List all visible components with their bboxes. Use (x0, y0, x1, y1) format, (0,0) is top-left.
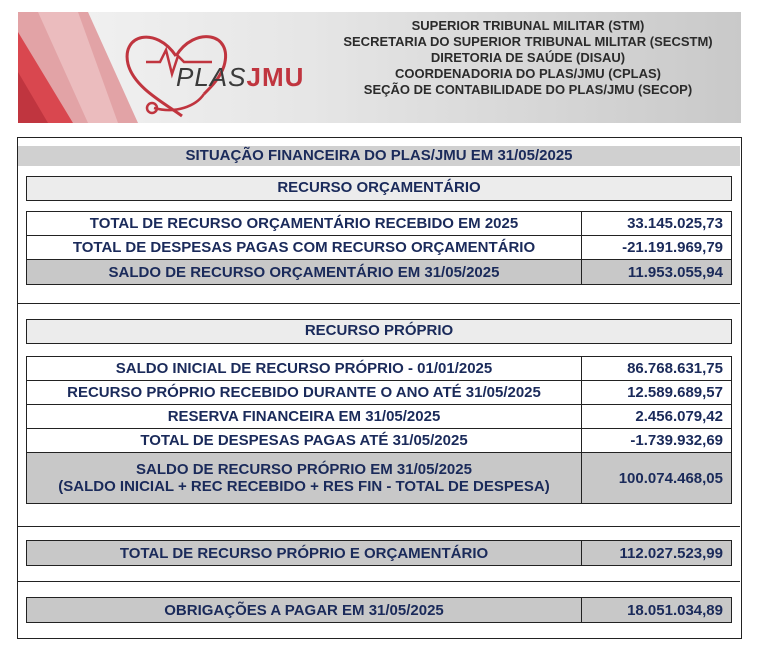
row-value: -1.739.932,69 (630, 432, 723, 449)
saldo-label-line2: (SALDO INICIAL + REC RECEBIDO + RES FIN - TOTAL DE DESPESA) (58, 478, 550, 495)
section-heading-proprio: RECURSO PRÓPRIO (26, 319, 732, 344)
table-row (27, 212, 731, 236)
row-label: OBRIGAÇÕES A PAGAR EM 31/05/2025 (27, 598, 582, 622)
financial-report (17, 137, 742, 639)
row-value: 12.589.689,57 (627, 384, 723, 401)
row-value: -21.191.969,79 (622, 239, 723, 256)
table-row (27, 236, 731, 260)
logo-plas: PLAS (176, 62, 247, 92)
logo-wordmark (176, 62, 304, 93)
row-label: SALDO INICIAL DE RECURSO PRÓPRIO - 01/01/2025 (27, 357, 582, 380)
table-orcamentario (26, 211, 732, 285)
section-heading-orcamentario: RECURSO ORÇAMENTÁRIO (26, 176, 732, 201)
table-row-total (27, 541, 731, 565)
row-value: 86.768.631,75 (627, 360, 723, 377)
table-row-total (27, 453, 731, 503)
report-title: SITUAÇÃO FINANCEIRA DO PLAS/JMU EM 31/05/2025 (18, 146, 740, 166)
row-label (27, 453, 582, 503)
table-proprio (26, 356, 732, 504)
row-label: RECURSO PRÓPRIO RECEBIDO DURANTE O ANO ATÉ 31/05/2025 (27, 381, 582, 404)
section-divider (18, 526, 740, 527)
institution-block (318, 18, 738, 98)
institution-line: SUPERIOR TRIBUNAL MILITAR (STM) (411, 18, 645, 33)
row-value: 11.953.055,94 (627, 263, 723, 281)
header-banner (18, 12, 741, 123)
row-value: 100.074.468,05 (618, 469, 723, 487)
section-divider (18, 303, 740, 304)
institution-line: SEÇÃO DE CONTABILIDADE DO PLAS/JMU (SECOP) (363, 82, 693, 97)
row-label: TOTAL DE DESPESAS PAGAS COM RECURSO ORÇAMENTÁRIO (27, 236, 582, 259)
table-row (27, 429, 731, 453)
row-value: 33.145.025,73 (627, 215, 723, 232)
plas-jmu-logo (116, 16, 321, 120)
logo-jmu: JMU (246, 62, 305, 92)
row-label: TOTAL DE RECURSO PRÓPRIO E ORÇAMENTÁRIO (27, 541, 582, 565)
table-row (27, 381, 731, 405)
table-obrigacoes (26, 597, 732, 623)
table-row (27, 405, 731, 429)
institution-line: SECRETARIA DO SUPERIOR TRIBUNAL MILITAR (SECSTM) (343, 34, 713, 49)
table-total-geral (26, 540, 732, 566)
row-label: TOTAL DE RECURSO ORÇAMENTÁRIO RECEBIDO EM 2025 (27, 212, 582, 235)
table-row-total (27, 598, 731, 622)
row-value: 2.456.079,42 (635, 408, 723, 425)
section-divider (18, 581, 740, 582)
row-value: 112.027.523,99 (619, 544, 723, 562)
institution-line: DIRETORIA DE SAÚDE (DISAU) (430, 50, 626, 65)
table-row-total (27, 260, 731, 284)
table-row (27, 357, 731, 381)
row-label: TOTAL DE DESPESAS PAGAS ATÉ 31/05/2025 (27, 429, 582, 452)
row-label: SALDO DE RECURSO ORÇAMENTÁRIO EM 31/05/2025 (27, 260, 582, 284)
saldo-label-line1: SALDO DE RECURSO PRÓPRIO EM 31/05/2025 (136, 461, 472, 478)
row-label: RESERVA FINANCEIRA EM 31/05/2025 (27, 405, 582, 428)
institution-line: COORDENADORIA DO PLAS/JMU (CPLAS) (394, 66, 662, 81)
row-value: 18.051.034,89 (627, 601, 723, 619)
